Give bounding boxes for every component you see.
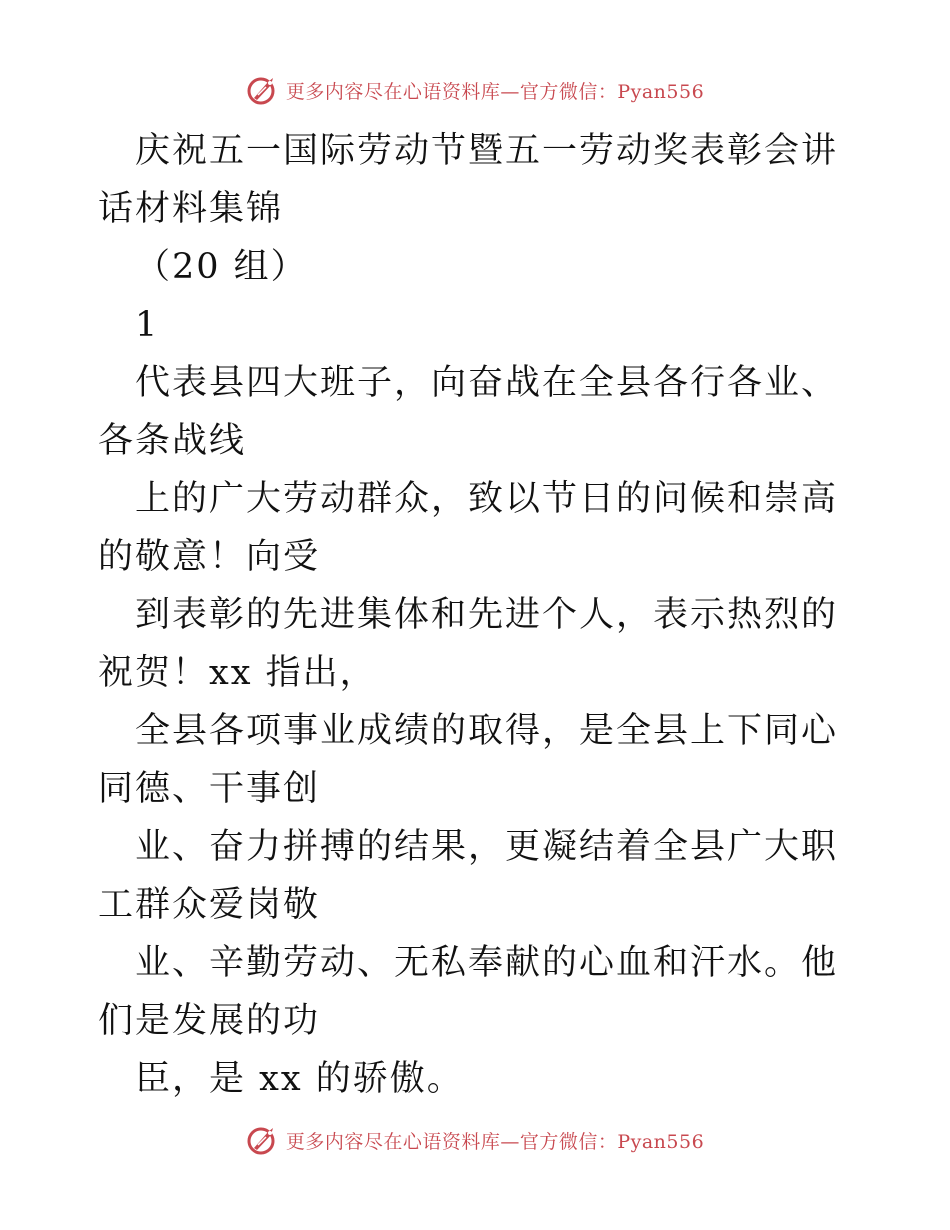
group-count: （20 组）: [135, 247, 308, 287]
document-body: [98, 122, 858, 1108]
pen-nib-logo-icon: [246, 1123, 280, 1157]
body-paragraph: 到表彰的先进集体和先进个人，表示热烈的祝贺！xx 指出，: [98, 595, 839, 693]
watermark-text: 更多内容尽在心语资料库—官方微信：Pyan556: [285, 1130, 705, 1153]
watermark-text: 更多内容尽在心语资料库—官方微信：Pyan556: [285, 80, 705, 103]
body-paragraph: 代表县四大班子，向奋战在全县各行各业、各条战线: [98, 363, 839, 461]
document-title: 庆祝五一国际劳动节暨五一劳动奖表彰会讲话材料集锦: [98, 131, 839, 229]
pen-nib-logo-icon: [246, 73, 280, 107]
body-paragraph: 业、奋力拼搏的结果，更凝结着全县广大职工群众爱岗敬: [98, 827, 839, 925]
body-paragraph: 业、辛勤劳动、无私奉献的心血和汗水。他们是发展的功: [98, 943, 839, 1041]
body-paragraph: 上的广大劳动群众，致以节日的问候和崇高的敬意！向受: [98, 479, 839, 577]
body-paragraph: 臣，是 xx 的骄傲。: [135, 1059, 464, 1099]
footer-watermark: [0, 1122, 950, 1158]
header-watermark: [0, 72, 950, 108]
section-number: 1: [135, 305, 160, 345]
body-paragraph: 全县各项事业成绩的取得，是全县上下同心同德、干事创: [98, 711, 839, 809]
